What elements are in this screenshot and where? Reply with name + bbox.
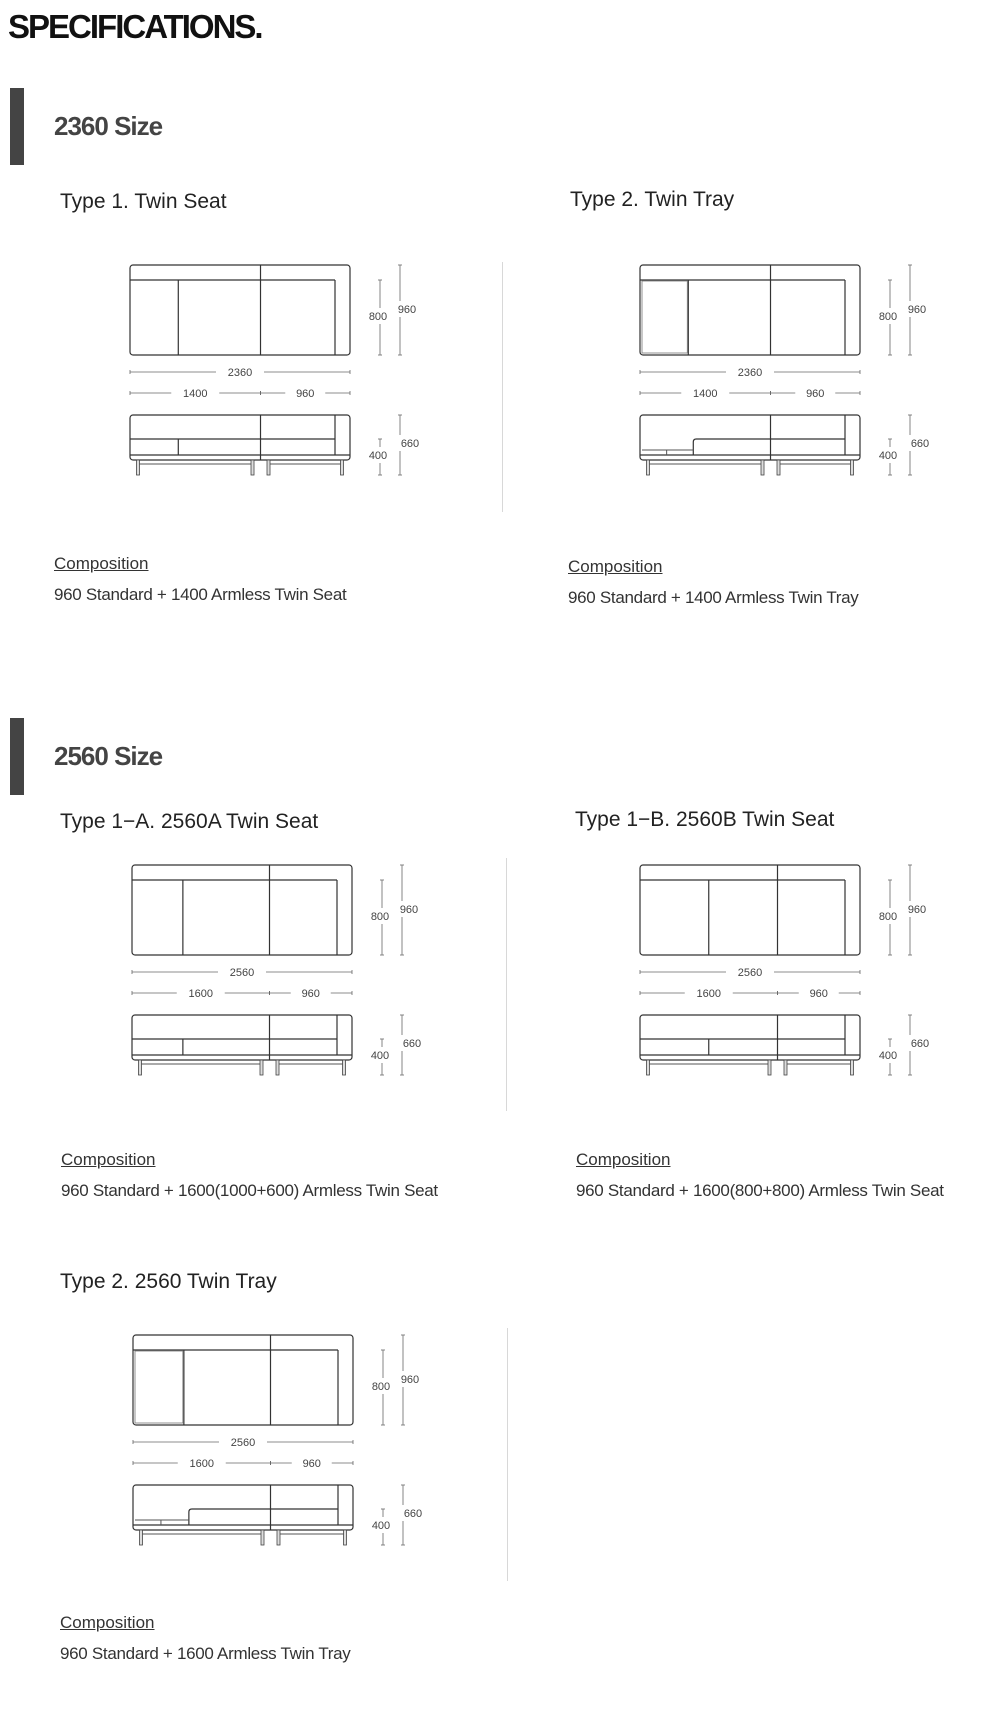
sofa-leg [276, 1060, 279, 1075]
page-title: SPECIFICATIONS. [8, 8, 262, 45]
left-width-dim-label: 1600 [188, 988, 213, 1000]
front-view-outline [640, 1015, 860, 1060]
sofa-leg [784, 1060, 787, 1075]
sofa-drawing [640, 865, 950, 1115]
right-width-dim-label: 960 [809, 988, 828, 1000]
top-view-outline [640, 865, 860, 955]
section-title: 2560 Size [54, 741, 163, 771]
seat-height-dim-label: 400 [878, 1050, 898, 1062]
composition-label: Composition [568, 557, 663, 576]
total-width-dim-label: 2560 [229, 967, 255, 979]
front-view-outline [133, 1485, 353, 1530]
column-divider [506, 858, 507, 1111]
depth-outer-dim-label: 960 [907, 904, 927, 916]
depth-inner-dim-label: 800 [370, 911, 390, 923]
sofa-leg [344, 1530, 347, 1545]
sofa-leg [343, 1060, 346, 1075]
sofa-leg [139, 1060, 142, 1075]
total-height-dim-label: 660 [910, 438, 930, 450]
right-width-dim-label: 960 [806, 388, 825, 400]
depth-inner-dim-label: 800 [878, 311, 898, 323]
sofa-leg [777, 460, 780, 475]
seat-height-dim-label: 400 [371, 1520, 391, 1532]
depth-outer-dim-label: 960 [397, 304, 417, 316]
seat-cushion-line [693, 439, 845, 455]
type-title: Type 1. Twin Seat [60, 190, 227, 213]
sofa-drawing [640, 265, 950, 515]
front-view-outline [132, 1015, 352, 1060]
composition-label: Composition [60, 1613, 155, 1632]
sofa-drawing [132, 865, 442, 1115]
top-view-outline [132, 865, 352, 955]
sofa-leg [251, 460, 254, 475]
tray-top [642, 281, 687, 353]
composition-text: 960 Standard + 1600(1000+600) Armless Twin Seat [61, 1181, 438, 1200]
left-width-dim-label: 1600 [696, 988, 721, 1000]
composition-text: 960 Standard + 1600(800+800) Armless Twin Seat [576, 1181, 944, 1200]
composition-text: 960 Standard + 1400 Armless Twin Tray [568, 588, 859, 607]
sofa-leg [137, 460, 140, 475]
type-title: Type 2. Twin Tray [570, 188, 735, 211]
right-width-dim-label: 960 [301, 988, 320, 1000]
composition-label: Composition [576, 1150, 671, 1169]
sofa-leg [341, 460, 344, 475]
sofa-drawing [130, 265, 440, 515]
sofa-leg [267, 460, 270, 475]
sofa-leg [261, 1530, 264, 1545]
section-marker [10, 88, 24, 165]
sofa-leg [260, 1060, 263, 1075]
left-width-dim-label: 1600 [189, 1458, 214, 1470]
top-view-outline [133, 1335, 353, 1425]
sofa-leg [851, 460, 854, 475]
right-width-dim-label: 960 [296, 388, 315, 400]
total-height-dim-label: 660 [910, 1038, 930, 1050]
section-title: 2360 Size [54, 111, 163, 141]
type-title: Type 2. 2560 Twin Tray [60, 1270, 277, 1293]
total-height-dim-label: 660 [402, 1038, 422, 1050]
total-height-dim-label: 660 [400, 438, 420, 450]
left-width-dim-label: 1400 [183, 388, 208, 400]
seat-height-dim-label: 400 [878, 450, 898, 462]
sofa-leg [647, 1060, 650, 1075]
section-marker [10, 718, 24, 795]
total-width-dim-label: 2360 [737, 367, 763, 379]
column-divider [502, 262, 503, 512]
sofa-leg [761, 460, 764, 475]
sofa-leg [851, 1060, 854, 1075]
depth-inner-dim-label: 800 [878, 911, 898, 923]
depth-inner-dim-label: 800 [368, 311, 388, 323]
composition-label: Composition [61, 1150, 156, 1169]
depth-inner-dim-label: 800 [371, 1381, 391, 1393]
depth-outer-dim-label: 960 [907, 304, 927, 316]
seat-height-dim-label: 400 [368, 450, 388, 462]
total-width-dim-label: 2560 [230, 1437, 256, 1449]
front-view-outline [130, 415, 350, 460]
depth-outer-dim-label: 960 [399, 904, 419, 916]
top-view-outline [130, 265, 350, 355]
total-height-dim-label: 660 [403, 1508, 423, 1520]
sofa-leg [140, 1530, 143, 1545]
total-width-dim-label: 2560 [737, 967, 763, 979]
top-view-outline [640, 265, 860, 355]
sofa-leg [647, 460, 650, 475]
total-width-dim-label: 2360 [227, 367, 253, 379]
left-width-dim-label: 1400 [693, 388, 718, 400]
type-title: Type 1−B. 2560B Twin Seat [575, 808, 835, 831]
composition-label: Composition [54, 554, 149, 573]
composition-text: 960 Standard + 1600 Armless Twin Tray [60, 1644, 351, 1663]
sofa-leg [277, 1530, 280, 1545]
seat-height-dim-label: 400 [370, 1050, 390, 1062]
type-title: Type 1−A. 2560A Twin Seat [60, 810, 319, 833]
sofa-leg [768, 1060, 771, 1075]
seat-cushion-line [189, 1509, 338, 1525]
tray-top [135, 1351, 183, 1423]
depth-outer-dim-label: 960 [400, 1374, 420, 1386]
composition-text: 960 Standard + 1400 Armless Twin Seat [54, 585, 347, 604]
sofa-drawing [133, 1335, 443, 1585]
column-divider [507, 1328, 508, 1581]
front-view-outline [640, 415, 860, 460]
right-width-dim-label: 960 [302, 1458, 321, 1470]
